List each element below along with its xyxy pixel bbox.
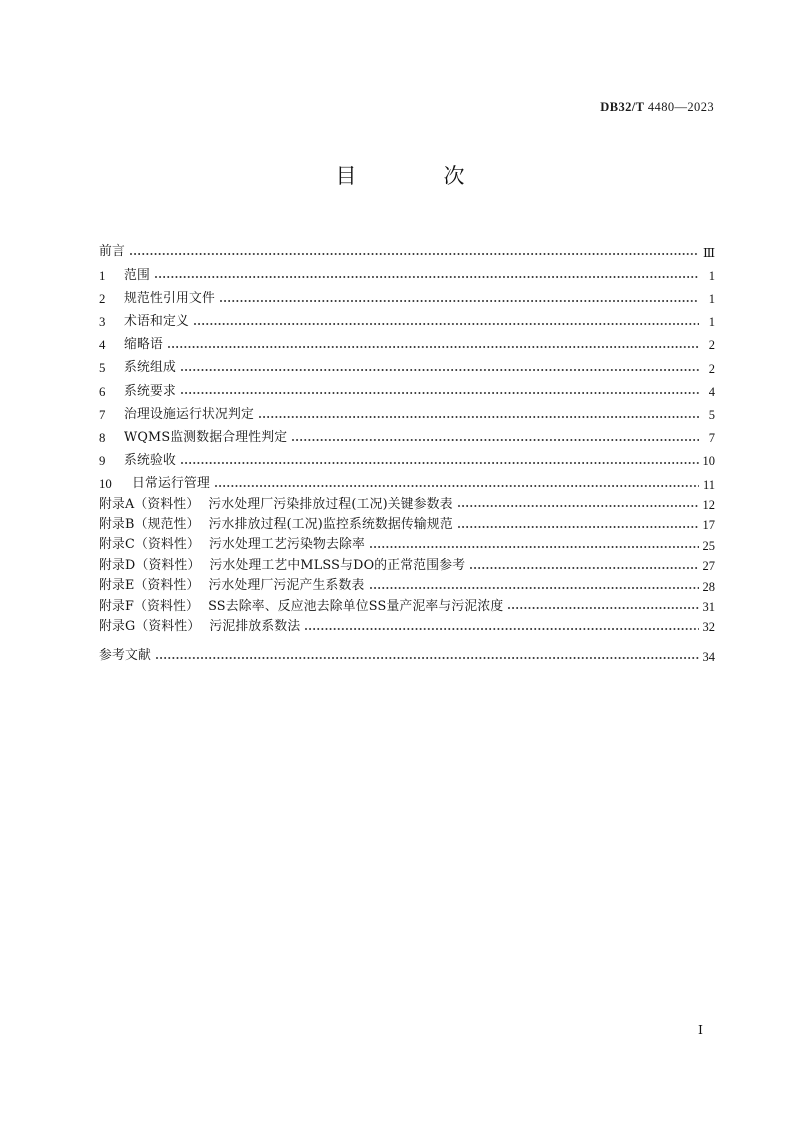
toc-entry-page: 34 [702, 649, 715, 664]
toc-leader-dots [130, 249, 699, 257]
toc-entry[interactable] [99, 552, 715, 572]
toc-entry-number: 9 [99, 454, 106, 469]
toc-leader-dots [370, 542, 699, 550]
toc-entry-sublabel: SS去除率、反应池去除单位SS量产泥率与污泥浓度 [208, 598, 504, 614]
toc-entry-label: 参考文献 [99, 648, 151, 664]
toc-entry-label: 系统验收 [124, 453, 176, 469]
toc-entry-number: 3 [99, 314, 106, 329]
toc-leader-dots [155, 272, 699, 280]
toc-entry[interactable] [99, 532, 715, 552]
toc-entry-label: 治理设施运行状况判定 [124, 406, 254, 422]
toc-entry-sublabel: 污水处理工艺污染物去除率 [208, 537, 365, 553]
toc-leader-dots [194, 319, 699, 327]
toc-entry-label: 前言 [99, 244, 125, 260]
toc-entry-page: 12 [702, 497, 715, 512]
toc-entry-label: 附录F（资料性） [99, 598, 200, 614]
toc-entry-page: 25 [702, 538, 715, 553]
toc-entry-page: 2 [708, 338, 715, 353]
toc-entry-label: 术语和定义 [124, 313, 189, 329]
toc-entry-page: 1 [708, 315, 715, 330]
toc-entry[interactable] [99, 491, 715, 511]
toc-leader-dots [168, 342, 699, 350]
toc-leader-dots [181, 388, 699, 396]
toc-entry-page: 2 [708, 361, 715, 376]
toc-entry[interactable] [99, 422, 715, 445]
toc-entry-label: 附录D（资料性） [99, 557, 201, 573]
toc-entry[interactable] [99, 511, 715, 531]
toc-entry-label: 附录E（资料性） [99, 578, 200, 594]
toc-entry-label: 附录G（资料性） [99, 619, 201, 634]
toc-leader-dots [458, 501, 699, 509]
toc-entry-number: 10 [99, 477, 112, 492]
footer-page-number: Ⅰ [698, 1023, 703, 1037]
toc-entry[interactable] [99, 375, 715, 398]
page-title: 目 次 [335, 164, 480, 188]
toc-entry-number: 5 [99, 361, 106, 376]
toc-entry-label: 附录A（资料性） [99, 496, 200, 512]
toc-leader-dots [470, 563, 699, 571]
toc-leader-dots [220, 296, 699, 304]
toc-entry-number: 1 [99, 268, 106, 283]
toc-leader-dots [305, 624, 699, 632]
toc-leader-dots [370, 583, 700, 591]
toc-entry-number: 7 [99, 407, 106, 422]
toc-entry-label: 系统要求 [124, 383, 176, 399]
toc-leader-dots [508, 603, 699, 611]
toc-entry[interactable] [99, 643, 715, 663]
toc-entry-label: 附录B（规范性） [99, 517, 200, 533]
toc-entry-number: 2 [99, 291, 106, 306]
toc-entry-page: 10 [702, 454, 715, 469]
toc-entry[interactable] [99, 236, 715, 259]
toc-entry-sublabel: 污水排放过程(工况)监控系统数据传输规范 [208, 517, 453, 533]
toc-entry-page: 4 [708, 384, 715, 399]
toc-entry-page: 27 [702, 559, 715, 574]
toc-entry-label: 系统组成 [124, 360, 176, 376]
toc-entry-number: 4 [99, 338, 106, 353]
toc-entry-number: 8 [99, 430, 106, 445]
toc-entry-sublabel: 污泥排放系数法 [209, 619, 301, 634]
toc-leader-dots [181, 458, 699, 466]
toc-entry-sublabel: 污水处理厂污染排放过程(工况)关键参数表 [208, 496, 453, 512]
toc-entry-page: 1 [708, 292, 715, 307]
toc-entry-page: Ⅲ [702, 245, 715, 260]
toc-entry-label: 规范性引用文件 [124, 290, 215, 306]
toc-entry[interactable] [99, 398, 715, 421]
toc-entry-label: 范围 [124, 267, 150, 283]
toc-entry[interactable] [99, 329, 715, 352]
running-header [600, 100, 714, 115]
toc-leader-dots [181, 365, 699, 373]
toc-entry[interactable] [99, 468, 715, 491]
toc-entry[interactable] [99, 352, 715, 375]
toc-entry-page: 5 [708, 408, 715, 422]
toc-entry[interactable] [99, 259, 715, 282]
toc-entry-label: 附录C（资料性） [99, 537, 200, 553]
toc-entry-label: 日常运行管理 [132, 476, 210, 492]
toc-entry-label: WQMS监测数据合理性判定 [124, 429, 288, 445]
toc-leader-dots [292, 435, 699, 443]
standard-number: 4480—2023 [647, 100, 714, 114]
toc-entry-page: 1 [708, 268, 715, 283]
toc-entry-page: 7 [708, 431, 715, 446]
toc-leader-dots [156, 653, 699, 661]
toc-entry[interactable] [99, 306, 715, 329]
standard-code: DB32/T [600, 100, 645, 114]
toc-entry-page: 32 [702, 620, 715, 635]
toc-entry-page: 11 [702, 477, 715, 492]
toc-leader-dots [215, 481, 699, 489]
toc-entry[interactable] [99, 573, 715, 593]
toc-entry-page: 31 [702, 599, 715, 614]
toc-entry-label: 缩略语 [124, 337, 163, 353]
toc-entry-number: 6 [99, 384, 106, 399]
toc-entry-sublabel: 污水处理工艺中MLSS与DO的正常范围参考 [209, 557, 466, 573]
toc-entry-sublabel: 污水处理厂污泥产生系数表 [208, 578, 365, 594]
toc-entry[interactable] [99, 282, 715, 305]
table-of-contents [99, 236, 715, 663]
toc-entry[interactable] [99, 445, 715, 468]
toc-entry[interactable] [99, 593, 715, 613]
toc-entry-page: 17 [702, 518, 715, 533]
toc-leader-dots [458, 522, 699, 530]
toc-entry[interactable] [99, 613, 715, 633]
toc-leader-dots [259, 412, 699, 420]
toc-entry-page: 28 [702, 579, 715, 594]
